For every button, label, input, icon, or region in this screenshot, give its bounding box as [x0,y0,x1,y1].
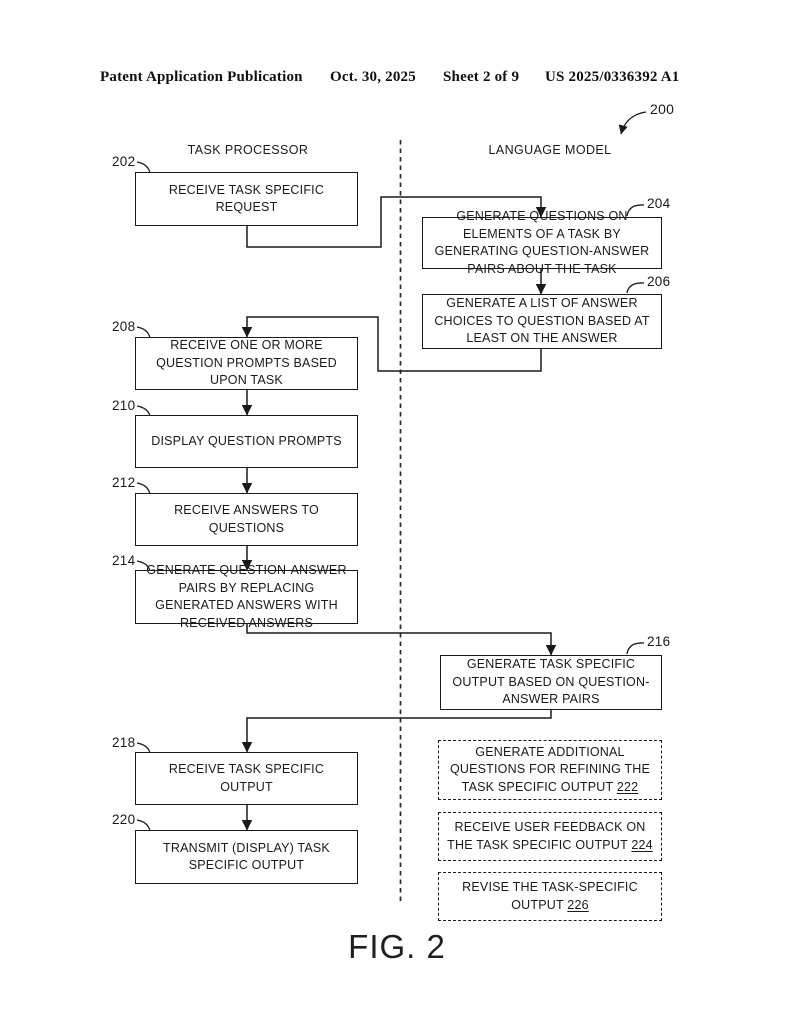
ref-label-210: 210 [112,398,136,413]
ref-label-202: 202 [112,154,136,169]
column-header-task-processor: TASK PROCESSOR [187,143,309,157]
ref-label-206: 206 [647,274,671,289]
header-publication-label: Patent Application Publication [100,69,303,85]
ref-label-220: 220 [112,812,136,827]
flow-box-208 [135,337,358,390]
header-date: Oct. 30, 2025 [330,69,416,85]
flow-box-220 [135,830,358,884]
flow-box-218 [135,752,358,805]
ref-label-212: 212 [112,475,136,490]
flow-box-208-text: RECEIVE ONE OR MORE QUESTION PROMPTS BASED UPON TASK [156,338,337,388]
ref-label-218: 218 [112,735,136,750]
flow-box-202-text: RECEIVE TASK SPECIFIC REQUEST [168,182,325,214]
flow-box-216 [440,655,662,710]
flow-box-222-text: GENERATE ADDITIONAL QUESTIONS FOR REFINING THE TASK SPECIFIC OUTPUT 222 [449,744,651,794]
column-header-language-model: LANGUAGE MODEL [488,143,612,157]
header-publication-number: US 2025/0336392 A1 [545,69,680,85]
ref-label-208: 208 [112,319,136,334]
flow-box-214-text: GENERATE QUESTION-ANSWER PAIRS BY REPLACING GENERATED ANSWERS WITH RECEIVED ANSWERS [146,563,347,630]
flow-box-224 [438,812,662,861]
flow-box-204-text: GENERATE QUESTIONS ON ELEMENTS OF A TASK BY GENERATING QUESTION-ANSWER PAIRS ABOUT THE TASK [434,209,650,276]
flow-box-212 [135,493,358,546]
ref-label-216: 216 [647,634,671,649]
flow-box-210 [135,415,358,468]
header-sheet-number: Sheet 2 of 9 [443,69,520,85]
flow-box-214 [135,563,358,630]
flow-box-222 [438,740,662,800]
ref-label-214: 214 [112,553,136,568]
flow-box-226-ref: 226 [567,897,589,912]
flow-box-224-ref: 224 [631,837,653,852]
flow-box-212-text: RECEIVE ANSWERS TO QUESTIONS [174,503,319,535]
figure-ref-200: 200 [650,101,675,117]
flow-box-204 [422,209,662,276]
flow-box-226 [438,872,662,921]
flow-box-206-text: GENERATE A LIST OF ANSWER CHOICES TO QUESTION BASED AT LEAST ON THE ANSWER [434,296,650,346]
ref-label-204: 204 [647,196,671,211]
flow-box-220-text: TRANSMIT (DISPLAY) TASK SPECIFIC OUTPUT [163,840,330,872]
figure-caption: FIG. 2 [348,928,446,965]
flow-box-226-text: REVISE THE TASK-SPECIFIC OUTPUT 226 [462,880,638,912]
flow-box-218-text: RECEIVE TASK SPECIFIC OUTPUT [168,762,325,794]
flow-box-222-ref: 222 [616,779,639,794]
flow-box-202 [135,172,358,226]
flow-box-216-text: GENERATE TASK SPECIFIC OUTPUT BASED ON QUESTION-ANSWER PAIRS [452,657,650,707]
flow-box-224-text: RECEIVE USER FEEDBACK ON THE TASK SPECIFIC OUTPUT 224 [447,820,653,852]
flow-box-206 [422,294,662,349]
flow-box-210-text: DISPLAY QUESTION PROMPTS [151,433,342,448]
